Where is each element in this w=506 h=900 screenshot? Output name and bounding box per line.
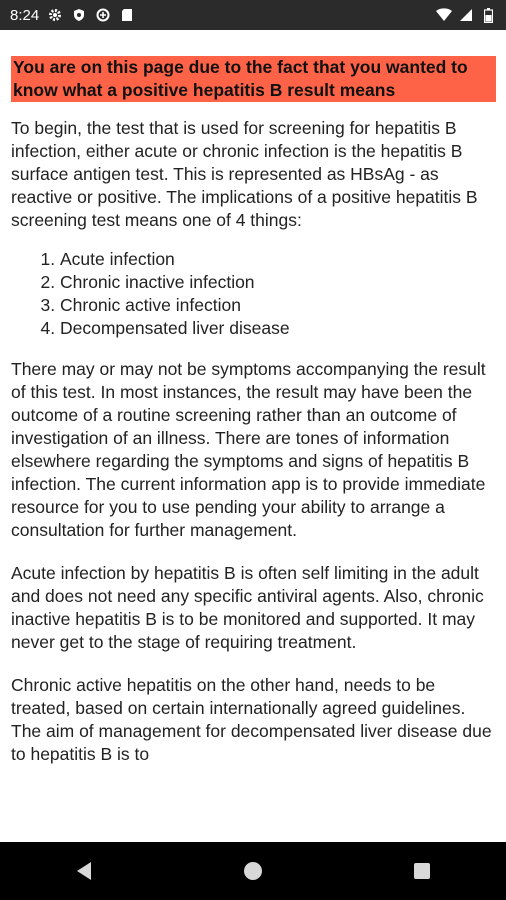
article-content	[0, 30, 506, 842]
navigation-bar	[0, 842, 506, 900]
recents-icon	[413, 862, 431, 880]
intro-paragraph: To begin, the test that is used for screening for hepatitis B infection, either acute or chronic infection is the hepatitis B surface antigen test. This is represented as HBsAg - as reactive or positive. The implications of a positive hepatitis B screening test means one of 4 things:	[11, 118, 478, 230]
vpn-icon	[95, 7, 111, 23]
back-icon	[75, 861, 93, 881]
status-bar	[0, 0, 506, 30]
list-item: 3. Chronic active infection	[60, 294, 496, 317]
list-item: 2. Chronic inactive infection	[60, 271, 496, 294]
home-button[interactable]	[233, 851, 273, 891]
battery-icon	[480, 7, 496, 23]
info-banner: You are on this page due to the fact that you wanted to know what a positive hepatitis B result means	[11, 56, 496, 102]
list-item: 1. Acute infection	[60, 248, 496, 271]
back-button[interactable]	[64, 851, 104, 891]
gear-icon	[47, 7, 63, 23]
sd-card-icon	[119, 7, 135, 23]
recents-button[interactable]	[402, 851, 442, 891]
shield-icon	[71, 7, 87, 23]
chronic-active-paragraph: Chronic active hepatitis on the other hand, needs to be treated, based on certain internationally agreed guidelines. The aim of management for decompensated liver disease due to hepatitis B is to	[11, 675, 492, 764]
acute-infection-paragraph: Acute infection by hepatitis B is often self limiting in the adult and does not need any specific antiviral agents. Also, chronic inactive hepatitis B is to be monitored and supported. It may never get to the stage of requiring treatment.	[11, 563, 484, 652]
implications-list	[11, 248, 496, 340]
list-item: 4. Decompensated liver disease	[60, 317, 496, 340]
clock: 8:24	[10, 6, 40, 24]
symptoms-paragraph: There may or may not be symptoms accompanying the result of this test. In most instances, the result may have been the outcome of a routine screening rather than an outcome of investigation of an illness. There are tones of information elsewhere regarding the symptoms and signs of hepatitis B infection. The current information app is to provide immediate resource for you to use pending your ability to arrange a consultation for further management.	[11, 359, 486, 540]
home-icon	[243, 861, 263, 881]
wifi-icon	[436, 7, 452, 23]
cellular-signal-icon	[458, 7, 474, 23]
